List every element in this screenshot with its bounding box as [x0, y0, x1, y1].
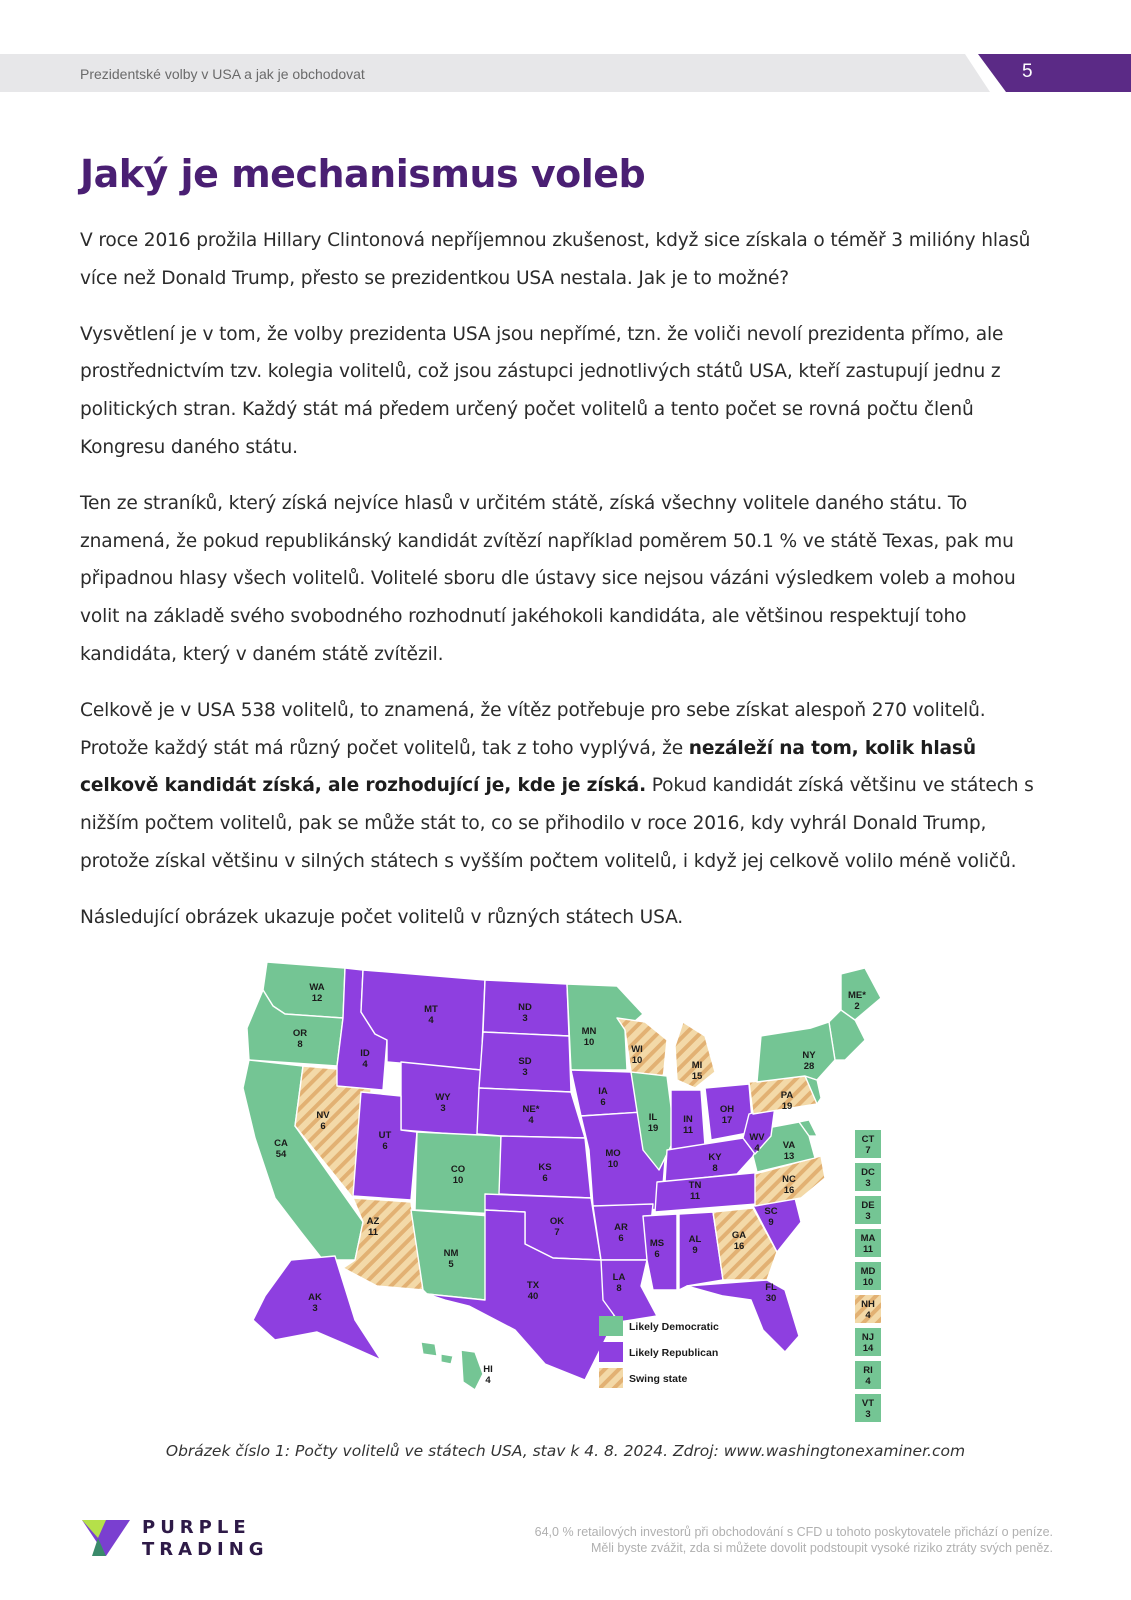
- state-label-id: ID 4: [360, 1048, 370, 1070]
- state-label-hi: HI 4: [483, 1364, 493, 1386]
- paragraph-4-start: Celkově je v USA 538 volitelů, to znamená, že vítěz potřebuje pro sebe získat alespoň 270 volitelů. Protože každý stát má různý počet volitelů, tak z toho vyplývá, že: [80, 699, 986, 759]
- state-label-ia: IA 6: [598, 1086, 608, 1108]
- state-label-nd: ND 3: [518, 1002, 532, 1024]
- side-box-label-dc: DC 3: [861, 1167, 875, 1189]
- state-label-sc: SC 9: [764, 1206, 778, 1228]
- page-number-badge: [978, 54, 1131, 92]
- hawaii-island-shape: [441, 1354, 453, 1364]
- logo-line-2: TRADING: [142, 1539, 269, 1560]
- state-label-la: LA 8: [612, 1272, 626, 1294]
- state-label-wv: WV 4: [749, 1132, 765, 1154]
- risk-disclaimer: [413, 1524, 1053, 1556]
- side-box-label-ct: CT 7: [861, 1134, 875, 1156]
- paragraph-4-emphasis: nezáleží na tom, kolik hlasů celkově kandidát získá, ale rozhodující je, kde je získá.: [80, 737, 976, 797]
- side-box-label-md: MD 10: [860, 1266, 876, 1288]
- state-label-nv: NV 6: [316, 1110, 330, 1132]
- state-label-wi: WI 10: [631, 1044, 643, 1066]
- logo-line-1: PURPLE: [142, 1517, 251, 1538]
- state-label-sd: SD 3: [518, 1056, 532, 1078]
- state-label-al: AL 9: [688, 1234, 702, 1256]
- state-hi: [461, 1350, 483, 1390]
- state-label-oh: OH 17: [719, 1104, 735, 1126]
- purple-trading-logo-icon: [80, 1516, 132, 1558]
- state-label-tx: TX 40: [526, 1280, 540, 1302]
- state-label-me: ME* 2: [848, 990, 866, 1012]
- state-label-ca: CA 54: [274, 1138, 288, 1160]
- state-label-ut: UT 6: [378, 1130, 392, 1152]
- paragraph-2: Vysvětlení je v tom, že volby prezidenta USA jsou nepřímé, tzn. že voliči nevolí prezidenta přímo, ale prostřednictvím tzv. kolegia volitelů, což jsou zástupci jednotlivých států USA, kteří zastupují jednu z politických stran. Každý stát má předem určený počet volitelů a tento počet se rovná počtu členů Kongresu daného státu.: [80, 323, 1004, 458]
- side-box-label-nh: NH 4: [861, 1299, 875, 1321]
- state-label-mt: MT 4: [424, 1004, 438, 1026]
- paragraph-4-end: Pokud kandidát získá většinu ve státech s nižším počtem volitelů, pak se může stát to, co se přihodilo v roce 2016, kdy vyhrál Donald Trump, protože získal většinu v silných státech s vyšším počtem volitelů, i když jej celkově volilo méně voličů.: [80, 775, 1034, 872]
- state-label-ky: KY 8: [708, 1152, 722, 1174]
- page-number: 5: [1022, 61, 1033, 82]
- state-label-ms: MS 6: [649, 1238, 665, 1260]
- paragraph-5: Následující obrázek ukazuje počet volitelů v různých státech USA.: [80, 906, 684, 928]
- state-label-ar: AR 6: [614, 1222, 628, 1244]
- state-label-mo: MO 10: [605, 1148, 621, 1170]
- state-ny: [757, 1022, 835, 1082]
- document-title: Prezidentské volby v USA a jak je obchodovat: [80, 66, 365, 82]
- state-label-wa: WA 12: [309, 982, 325, 1004]
- legend-label-republican: Likely Republican: [629, 1347, 719, 1359]
- state-label-co: CO 10: [450, 1164, 466, 1186]
- state-label-ne: NE* 4: [522, 1104, 540, 1126]
- figure-caption: Obrázek číslo 1: Počty volitelů ve státech USA, stav k 4. 8. 2024. Zdroj: www.washingtonexaminer.com: [165, 1442, 966, 1460]
- state-label-ny: NY 28: [802, 1050, 816, 1072]
- purple-trading-logo-text: [142, 1517, 269, 1561]
- legend-label-democratic: Likely Democratic: [629, 1321, 719, 1333]
- state-label-il: IL 19: [647, 1112, 659, 1134]
- state-fl: [687, 1280, 799, 1352]
- state-label-az: AZ 11: [366, 1216, 380, 1238]
- electoral-map-svg: [205, 960, 921, 1420]
- legend-label-swing: Swing state: [629, 1373, 688, 1385]
- side-box-label-ri: RI 4: [863, 1365, 873, 1387]
- side-box-label-nj: NJ 14: [861, 1332, 875, 1354]
- state-label-mn: MN 10: [581, 1026, 597, 1048]
- state-label-ok: OK 7: [549, 1216, 565, 1238]
- state-label-or: OR 8: [292, 1028, 308, 1050]
- state-label-ks: KS 6: [538, 1162, 552, 1184]
- paragraph-3: Ten ze straníků, který získá nejvíce hlasů v určitém státě, získá všechny volitele daného státu. To znamená, že pokud republikánský kandidát zvítězí například poměrem 50.1 % ve státě Texas, pak mu připadnou hlasy všech volitelů. Volitelé sboru dle ústavy sice nejsou vázáni výsledkem voleb a mohou volit na základě svého svobodného rozhodnutí jakéhokoli kandidáta, ale většinou respektují toho kandidáta, který v daném státě zvítězil.: [80, 492, 1016, 665]
- state-ms: [643, 1214, 677, 1290]
- state-label-va: VA 13: [782, 1140, 796, 1162]
- legend-swatch-swing: [599, 1368, 623, 1388]
- state-label-ak: AK 3: [308, 1292, 322, 1314]
- section-heading: Jaký je mechanismus voleb: [80, 152, 646, 196]
- side-box-label-vt: VT 3: [861, 1398, 875, 1420]
- state-label-pa: PA 19: [780, 1090, 794, 1112]
- hawaii-island-shape: [421, 1342, 437, 1356]
- disclaimer-line-2: Měli byste zvážit, zda si můžete dovolit podstoupit vysoké riziko ztráty svých peněz.: [591, 1541, 1053, 1555]
- state-label-tn: TN 11: [688, 1180, 702, 1202]
- state-label-nm: NM 5: [443, 1248, 459, 1270]
- state-label-in: IN 11: [682, 1114, 694, 1136]
- paragraph-1: V roce 2016 prožila Hillary Clintonová nepříjemnou zkušenost, když sice získala o téměř 3 milióny hlasů více než Donald Trump, přesto se prezidentkou USA nestala. Jak je to možné?: [80, 230, 1031, 289]
- side-box-label-ma: MA 11: [860, 1233, 876, 1255]
- body-text: [80, 222, 1055, 955]
- state-label-nc: NC 16: [782, 1174, 796, 1196]
- paragraph-4: [80, 692, 1055, 881]
- state-label-fl: FL 30: [765, 1282, 777, 1304]
- legend-swatch-democratic: [599, 1316, 623, 1336]
- state-label-wy: WY 3: [435, 1092, 451, 1114]
- state-label-mi: MI 15: [691, 1060, 703, 1082]
- electoral-map: [205, 960, 921, 1420]
- legend-swatch-republican: [599, 1342, 623, 1362]
- side-box-label-de: DE 3: [861, 1200, 875, 1222]
- disclaimer-line-1: 64,0 % retailových investorů při obchodování s CFD u tohoto poskytovatele přichází o peníze.: [534, 1525, 1053, 1539]
- state-label-ga: GA 16: [731, 1230, 747, 1252]
